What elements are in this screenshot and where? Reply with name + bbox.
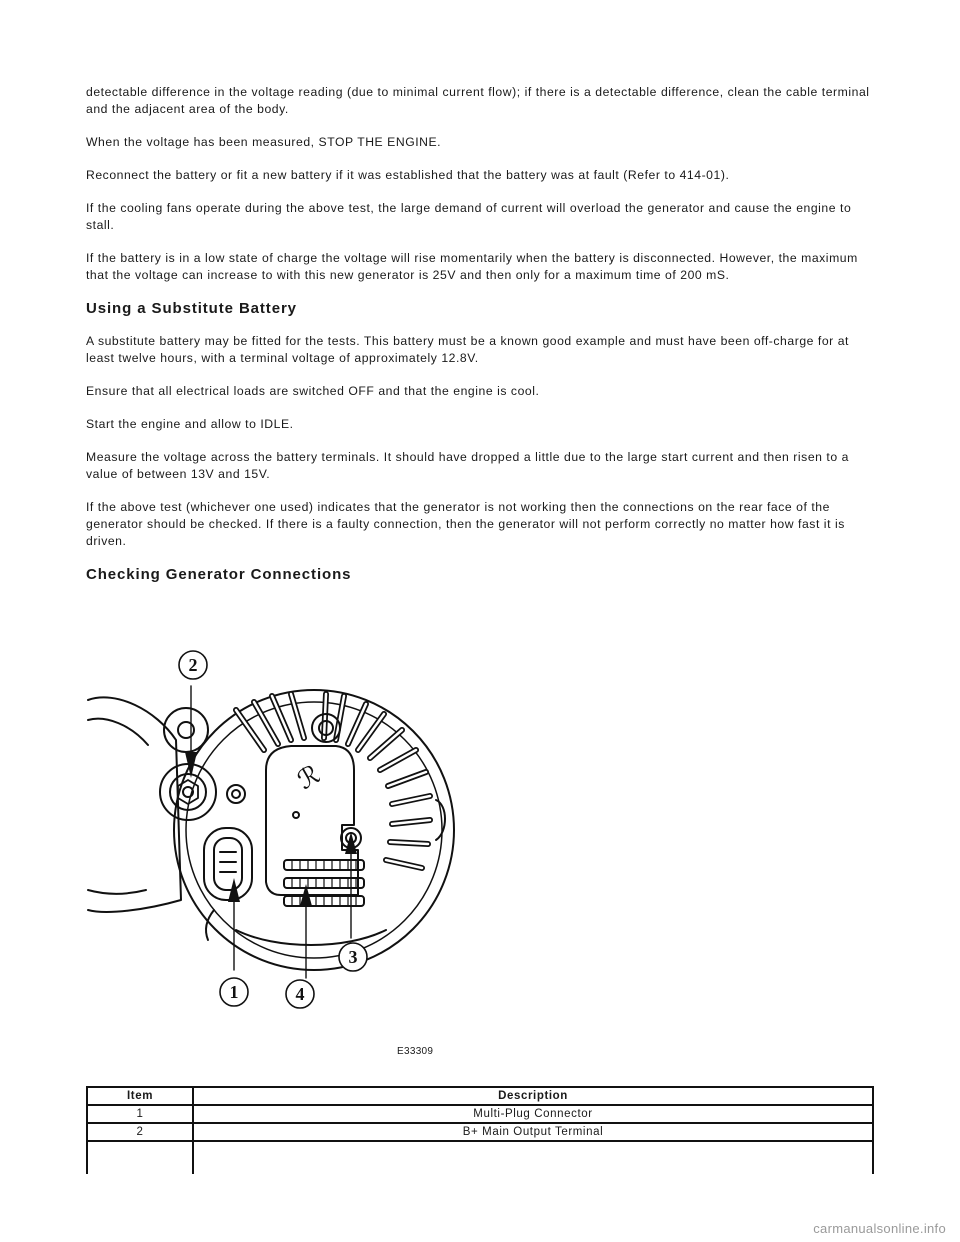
paragraph-electrical-loads: Ensure that all electrical loads are switched OFF and that the engine is cool.: [86, 384, 540, 398]
paragraph-reconnect-battery: Reconnect the battery or fit a new battery if it was established that the battery was at fault (Refer to 414-01).: [86, 168, 730, 182]
table-cell-description: B+ Main Output Terminal: [193, 1123, 873, 1141]
paragraph-voltage-difference: detectable difference in the voltage reading (due to minimal current flow); if there is a detectable difference, clean the cable terminal and the adjacent area of the body.: [86, 85, 870, 116]
paragraph-low-charge: If the battery is in a low state of charge the voltage will rise momentarily when the battery is disconnected. However, the maximum that the voltage can increase to with this new generator is 25V and then only for a maximum time of 200 mS.: [86, 251, 858, 282]
table-row-continued: [87, 1141, 873, 1174]
paragraph-start-engine: Start the engine and allow to IDLE.: [86, 417, 294, 431]
callout-label-1: 1: [229, 982, 239, 1002]
heading-generator-connections: Checking Generator Connections: [86, 566, 352, 583]
callout-label-3: 3: [348, 947, 358, 967]
mounting-boss: [164, 708, 208, 752]
figure-code: E33309: [397, 1046, 434, 1057]
paragraph-check-connections: If the above test (whichever one used) indicates that the generator is not working then the connections on the rear face of the generator should be checked. If there is a faulty connection, then the generator will not perform correctly no matter how fast it is driven.: [86, 500, 845, 548]
generator-diagram: [86, 640, 466, 1065]
table-row: [87, 1123, 873, 1141]
document-body: [86, 84, 878, 599]
callout-label-2: 2: [188, 655, 198, 675]
table-header-row: [87, 1087, 873, 1105]
paragraph-stop-engine: When the voltage has been measured, STOP THE ENGINE.: [86, 135, 442, 149]
column-header-description: Description: [193, 1087, 873, 1105]
bracket-outline: [88, 697, 181, 912]
paragraph-measure-voltage: Measure the voltage across the battery terminals. It should have dropped a little due to the large start current and then risen to a value of between 13V and 15V.: [86, 450, 849, 481]
table-cell-item: 2: [87, 1123, 193, 1141]
table-cell-description: Multi-Plug Connector: [193, 1105, 873, 1123]
heading-substitute-battery: Using a Substitute Battery: [86, 300, 297, 317]
table-cell-item: 1: [87, 1105, 193, 1123]
paragraph-cooling-fans: If the cooling fans operate during the above test, the large demand of current will overload the generator and cause the engine to stall.: [86, 201, 852, 232]
paragraph-substitute-battery: A substitute battery may be fitted for the tests. This battery must be a known good example and must have been off-charge for at least twelve hours, with a terminal voltage of approximately 12.8V.: [86, 334, 849, 365]
svg-text:ℛ: ℛ: [292, 759, 325, 796]
watermark: carmanualsonline.info: [813, 1221, 946, 1236]
rectifier-bars: [284, 860, 364, 906]
item-description-table: [86, 1086, 874, 1174]
table-row: [87, 1105, 873, 1123]
callout-label-4: 4: [295, 984, 305, 1004]
column-header-item: Item: [87, 1087, 193, 1105]
